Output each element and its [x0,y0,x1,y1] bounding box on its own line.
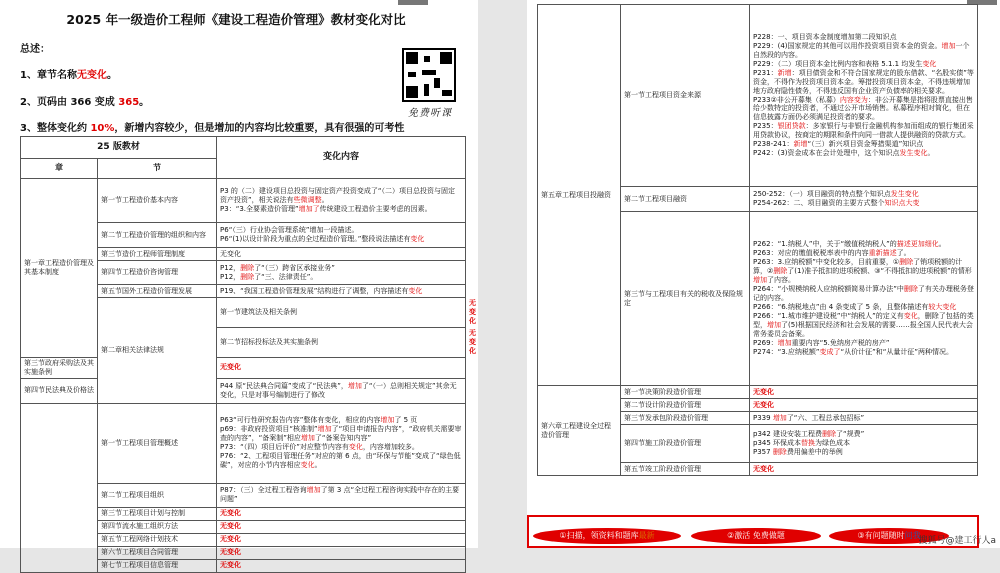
section-cell: 第三节造价工程师管理制度 [98,248,217,261]
section-cell: 第一节工程项目管理概述 [98,403,217,483]
banner-ask-button[interactable]: ③有问题随时问我 [829,528,949,544]
section-cell: 第七节工程项目信息管理 [98,559,217,572]
header-change: 变化内容 [217,137,466,179]
change-cell: P262：“1.纳税人”中，关于“缴值税纳税人”的描述更加细化。 P263：对应的缴值税税率表中的内容重新描述了。 P263：3.应纳税额”中变化较多，目前重要，①删除了销项税额的计算，②删除了(1)准予抵扣的进项税额、③“不得抵扣的进项税额”的情形增加了内容。 P264：“小规模纳税人应纳税额简易计算办法”中删除了有关办理税务登记的内容。 P266：“6.纳税地点”由 4 条变成了 5 条，且整体描述有较大变化 P266：“1.城市维护建设税”中“纳税人”的定义有变化，删除了包括的类型，增加了(5)根据国民经济和社会发展的需要……报全国人民代表大会常务委员会备案。 P269：增加重要内容“5.免纳房产税的房产” P274：“3.应纳税额”变成了“从价计征”和“从量计征”两种情况。 [750,212,978,386]
section-cell: 第三节工程项目计划与控制 [98,507,217,520]
section-cell: 第五节工程网络计划技术 [98,533,217,546]
chapter-cell: 第六章工程建设全过程造价管理 [538,386,621,476]
change-cell: 无变化 [750,399,978,412]
document-page-right [527,0,1000,548]
change-cell: P87：（三）全过程工程咨询增加了第 3 点“全过程工程咨询实践中存在的主要问题” [217,483,466,507]
summary-item-3: 3、整体变化约 10%，新增内容较少，但是增加的内容均比较重要，具有很强的可考性 [20,123,405,134]
section-cell: 第五节国外工程造价管理发展 [98,285,217,298]
change-cell: P3 的（二）建设项目总投资与固定资产投资变成了“（二）项目总投资与固定资产投资”，相关说法有些微调整。 P3：“3.全要素造价管理”增加了传统建设工程造价主要考虑的因素。 [217,179,466,223]
change-cell: 无变化 [217,520,466,533]
banner-activate-button[interactable]: ②激活 免费做题 [691,528,821,544]
section-cell: 第五节竣工阶段造价管理 [621,463,750,476]
section-cell: 第二节设计阶段造价管理 [621,399,750,412]
change-cell: 无变化 [217,546,466,559]
section-cell: 第四节工程造价咨询管理 [98,261,217,285]
change-cell: 无变化 [750,463,978,476]
header-25-edition: 25 版教材 [21,137,217,159]
chapter-cell [21,403,98,572]
section-cell: 第一节工程项目资金来源 [621,5,750,187]
change-cell: P63“可行性研究报告内容”整体有变化，相应的内容增加了 5 页 p69：非政府投资项目“核准制”增加了“项目申请报告内容”，“政府机关需要审查的内容”，“备案制”相应增加了“备案告知内容” P73：“（四）项目后评价”对应整节内容有变化，内容增加较多。 P76：“2、工程项目管理任务”对应的第 6 点，由“环保与节能”变成了“绿色低碳”，对应的小节内容相应变化。 [217,403,466,483]
change-table-right [537,4,978,476]
summary-item-1: 1、章节名称无变化。 [20,70,117,81]
document-title: 2025 年一级造价工程师《建设工程造价管理》教材变化对比 [66,12,406,27]
summary-item-2: 2、页码由 366 变成 365。 [20,97,150,108]
section-cell: 第一节决策阶段造价管理 [621,386,750,399]
change-cell: P12，删除了“（三）跨省区承接业务” P12，删除了“三、法律责任”。 [217,261,466,285]
change-cell: 无变化 [217,357,466,378]
chapter-cell: 第五章工程项目投融资 [538,5,621,386]
change-cell: P228：一、项目资本金制度增加第二段知识点 P229：(4)国家规定的其他可以用作投资项目资本金的资金。增加一个自然段的内容。 P229：（二）项目资本金比例内容和表格 5.1.1 均发生变化 P231：新增：项目债资金和不符合国家规定的股东借款、“名股实债”等资金，不得作为投资项目资本金。筹措投资项目资本金，不得违规增加地方政府隐性债务，不得违反国有企业资产负债率的相关要求。 P233②非公开募集（私募）内容变为：非公开募集是指将股票直接出售给少数特定的投资者，不通过公开市场销售。私募程序相对简化，但在信息披露方面仍必须满足投资者的要求。 P235：银团贷款：多家银行与非银行金融机构参加而组成的银行集团采用贷款协议，按商定的期限和条件向同一借款人提供融资的贷款方式。 P238-241：新增“（三）新兴项目资金筹措渠道”知识点 P242：(3)资金成本在会计处理中，这个知识点发生变化。 [750,5,978,187]
qr-caption: 免费听课 [408,108,452,119]
change-cell: P44 原“民法典合同篇”变成了“民法典”，增加了“（一）总则相关规定”其余无变化，只是对事号编制进行了修改 [217,378,466,403]
chapter-cell: 第一章工程造价管理及其基本制度 [21,179,98,358]
chapter-cell: 第二章相关法律法规 [98,298,217,404]
change-cell: P339 增加了“六、工程总承包招标” [750,412,978,425]
change-cell: p342 建设安装工程费删除了“规费” p345 环保成本替换为绿色成本 P357 删除费用偏差中的举例 [750,425,978,463]
section-cell: 第四节施工阶段造价管理 [621,425,750,463]
change-cell: 无变化 [217,533,466,546]
document-page-left [0,0,478,570]
section-cell: 第三节与工程项目有关的税收及保险规定 [621,212,750,386]
section-cell: 第二节招标投标法及其实施条例 [217,327,466,357]
change-table-left: 25 版教材 变化内容 章 节 第一章工程造价管理及其基本制度 第一节工程造价基本内容 P3 的（二）建设项目总投资与固定资产投资变成了“（二）项目总投资与固定资产投资”，相关说法有些微调整。 P3：“3.全要素造价管理”增加了传统建设工程造价主要考虑的因素。 第二节工程造价管理的组织和内容 P6“（三）行业协会管理系统”增加一段描述。 P6“(1)以设计阶段为重点的全过程造价管理。”整段说法描述有变化 第三节造价工程师管理制度 无变化 第四节工程造价咨询管理 P12，删除了“（三）跨省区承接业务” P12，删除了“三、法律责任”。 第五节国外工程造价管理发展 P19、“我国工程造价管理发展”结构进行了调整，内容描述有变化 第二章相关法律法规 第一节建筑法及相关条例 无变化 第二节招标投标法及其实施条例 无变化 第三节政府采购法及其实施条例 无变化 第四节民法典及价格法 P44 原“民法典合同篇”变成了“民法典”，增加了“（一）总则相关规定”其余无变化，只是对事号编制进行了修改 第一节工程项目管理概述 P63“可行性研究报告内容”整体有变化，相应的内容增加了 5 页 p69：非政府投资项目“核准制”增加了“项目申请报告内容”，“政府机关需要审查的内容”，“备案制”相应增加了“备案告知内容” P73：“（四）项目后评价”对应整节内容有变化，内容增加较多。 P76：“2、工程项目管理任务”对应的第 6 点，由“环保与节能”变成了“绿色低碳”，对应的小节内容相应变化。 第二节工程项目组织 P87：（三）全过程工程咨询增加了第 3 点“全过程工程咨询实践中存在的主要问题” 第三节工程项目计划与控制 无变化 第四节流水施工组织方法 无变化 第五节工程网络计划技术 无变化 第六节工程项目合同管理 无变化 第七节工程项目信息管理 无变化 [20,136,466,573]
banner-scan-button[interactable]: ①扫描，领资料和题库最新 [533,528,681,544]
change-cell: 无变化 [217,507,466,520]
promo-banner[interactable] [527,515,979,548]
section-cell: 第四节民法典及价格法 [21,378,98,403]
change-cell: 无变化 [217,559,466,572]
section-cell: 第三节发承包阶段造价管理 [621,412,750,425]
qr-code-icon[interactable] [402,48,456,102]
change-cell: P19、“我国工程造价管理发展”结构进行了调整，内容描述有变化 [217,285,466,298]
section-cell: 第六节工程项目合同管理 [98,546,217,559]
change-cell: 无变化 [217,248,466,261]
summary-label: 总述： [20,44,50,55]
section-cell: 第三节政府采购法及其实施条例 [21,357,98,378]
change-cell: 250-252：（一）项目融资的特点整个知识点发生变化 P254-262：二、项目融资的主要方式整个知识点大变 [750,187,978,212]
change-cell: 无变化 [750,386,978,399]
section-cell: 第四节流水施工组织方法 [98,520,217,533]
watermark-text: 搜狐号@建工行人a [918,536,996,546]
section-cell: 第一节工程造价基本内容 [98,179,217,223]
section-cell: 第二节工程项目组织 [98,483,217,507]
section-cell: 第二节工程项目融资 [621,187,750,212]
change-cell: P6“（三）行业协会管理系统”增加一段描述。 P6“(1)以设计阶段为重点的全过程造价管理。”整段说法描述有变化 [217,223,466,248]
section-cell: 第一节建筑法及相关条例 [217,298,466,328]
header-chapter: 章 [21,159,98,179]
page-toolbar-icon[interactable] [398,0,428,5]
section-cell: 第二节工程造价管理的组织和内容 [98,223,217,248]
header-section: 节 [98,159,217,179]
